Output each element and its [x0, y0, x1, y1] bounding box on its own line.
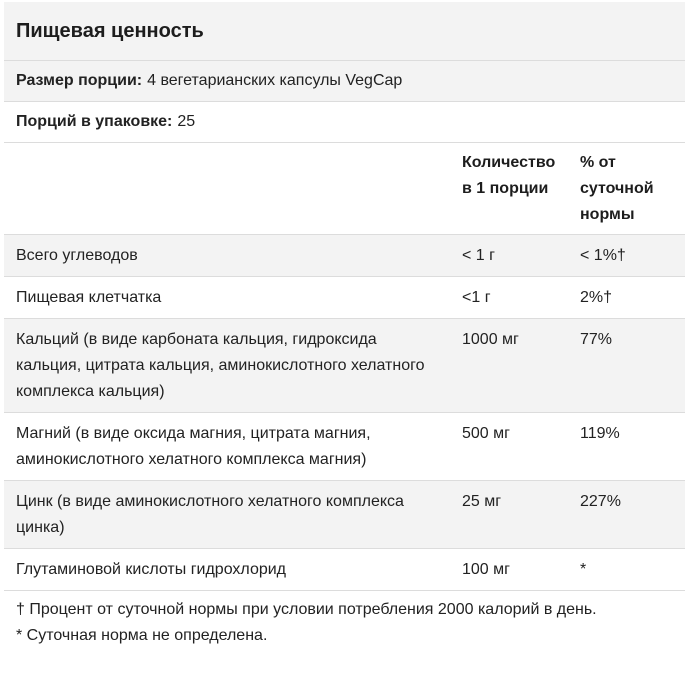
- servings-per-container-value: 25: [177, 113, 196, 130]
- table-row: [4, 481, 685, 549]
- nutrient-amount: 25 мг: [450, 481, 568, 549]
- nutrient-name: Глутаминовой кислоты гидрохлорид: [4, 549, 450, 591]
- footnote-asterisk: * Суточная норма не определена.: [16, 627, 268, 644]
- nutrient-daily-value: 119%: [568, 413, 685, 481]
- table-row: [4, 277, 685, 319]
- nutrient-amount: 500 мг: [450, 413, 568, 481]
- table-row: [4, 319, 685, 413]
- amount-column-header: Количество в 1 порции: [450, 143, 568, 235]
- nutrition-facts-panel: [4, 2, 685, 649]
- nutrient-daily-value: 227%: [568, 481, 685, 549]
- nutrient-name: Цинк (в виде аминокислотного хелатного комплекса цинка): [4, 481, 450, 549]
- nutrient-daily-value: < 1%†: [568, 235, 685, 277]
- nutrients-table: [4, 143, 685, 591]
- nutrient-name: Магний (в виде оксида магния, цитрата магния, аминокислотного хелатного комплекса магния): [4, 413, 450, 481]
- nutrient-amount: 100 мг: [450, 549, 568, 591]
- nutrient-amount: 1000 мг: [450, 319, 568, 413]
- footnote-dagger: † Процент от суточной нормы при условии потребления 2000 калорий в день.: [16, 601, 597, 618]
- table-header-row: [4, 143, 685, 235]
- nutrient-name: Кальций (в виде карбоната кальция, гидроксида кальция, цитрата кальция, аминокислотного хелатного комплекса кальция): [4, 319, 450, 413]
- panel-title: Пищевая ценность: [16, 19, 204, 42]
- nutrient-daily-value: 77%: [568, 319, 685, 413]
- nutrient-name: Всего углеводов: [4, 235, 450, 277]
- nutrient-amount: <1 г: [450, 277, 568, 319]
- nutrient-column-header: [4, 143, 450, 235]
- title-row: [4, 2, 685, 61]
- daily-value-column-header: % от суточной нормы: [568, 143, 685, 235]
- nutrient-daily-value: 2%†: [568, 277, 685, 319]
- servings-per-container-row: [4, 102, 685, 143]
- serving-size-row: [4, 61, 685, 102]
- table-row: [4, 549, 685, 591]
- nutrient-daily-value: *: [568, 549, 685, 591]
- table-row: [4, 235, 685, 277]
- servings-per-container-label: Порций в упаковке:: [16, 113, 173, 130]
- table-row: [4, 413, 685, 481]
- serving-size-label: Размер порции:: [16, 72, 143, 89]
- nutrient-amount: < 1 г: [450, 235, 568, 277]
- footnotes: [4, 591, 685, 649]
- nutrient-name: Пищевая клетчатка: [4, 277, 450, 319]
- serving-size-value: 4 вегетарианских капсулы VegCap: [147, 72, 403, 89]
